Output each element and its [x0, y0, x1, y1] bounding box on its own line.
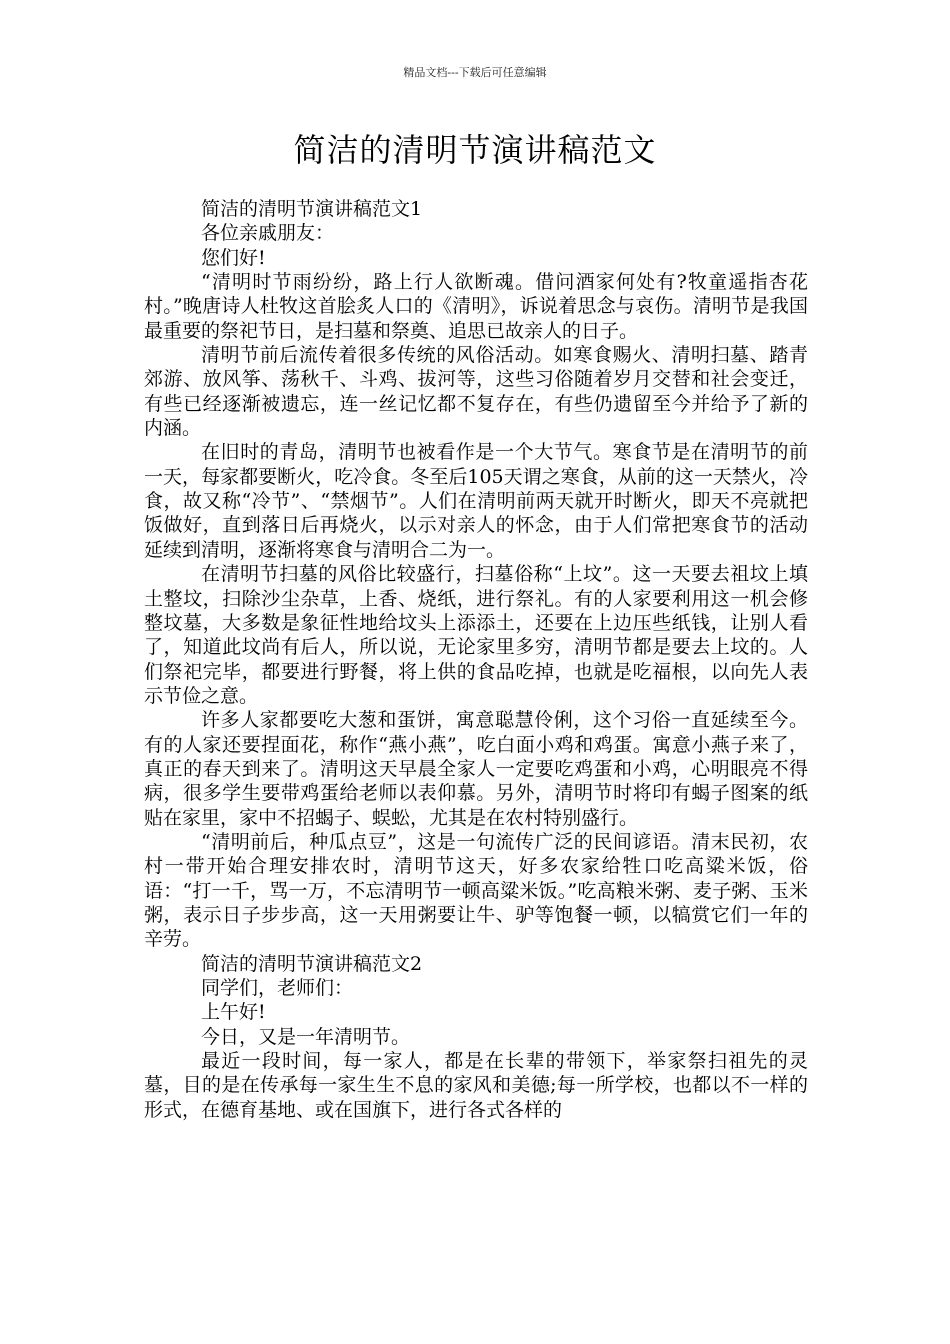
paragraph: 清明节前后流传着很多传统的风俗活动。如寒食赐火、清明扫墓、踏青郊游、放风筝、荡秋千、斗鸡、拔河等，这些习俗随着岁月交替和社会变迁，有些已经逐渐被遗忘，连一丝记忆都不复存在，有些仍遗留至今并给予了新的内涵。	[144, 344, 808, 440]
paragraph: “清明前后，种瓜点豆”，这是一句流传广泛的民间谚语。清末民初，农村一带开始合理安排农时，清明节这天，好多农家给牲口吃高粱米饭，俗语：“打一千，骂一万，不忘清明节一顿高粱米饭。”吃高粮米粥、麦子粥、玉米粥，表示日子步步高，这一天用粥要让牛、驴等饱餐一顿，以犒赏它们一年的辛劳。	[144, 830, 808, 951]
paragraph: 在旧时的青岛，清明节也被看作是一个大节气。寒食节是在清明节的前一天，每家都要断火，吃冷食。冬至后105天谓之寒食，从前的这一天禁火，冷食，故又称“冷节”、“禁烟节”。人们在清明前两天就开时断火，即天不亮就把饭做好，直到落日后再烧火，以示对亲人的怀念，由于人们常把寒食节的活动延续到清明，逐渐将寒食与清明合二为一。	[144, 441, 808, 561]
salutation: 各位亲戚朋友：	[201, 222, 335, 245]
paragraph: 最近一段时间，每一家人，都是在长辈的带领下，举家祭扫祖先的灵墓，目的是在传承每一家生生不息的家风和美德;每一所学校，也都以不一样的形式，在德育基地、或在国旗下，进行各式各样的	[144, 1050, 808, 1121]
page-header: 精品文档---下载后可任意编辑	[403, 66, 547, 79]
document-body	[144, 197, 808, 1122]
paragraph: 今日，又是一年清明节。	[201, 1025, 411, 1048]
salutation: 同学们，老师们：	[201, 977, 354, 999]
section-heading-2: 简洁的清明节演讲稿范文2	[201, 952, 423, 975]
paragraph: “清明时节雨纷纷，路上行人欲断魂。借问酒家何处有?牧童遥指杏花村。”晚唐诗人杜牧这首脍炙人口的《清明》，诉说着思念与哀伤。清明节是我国最重要的祭祀节日，是扫墓和祭奠、追思已故亲人的日子。	[144, 271, 808, 342]
section-heading-1: 简洁的清明节演讲稿范文1	[201, 198, 423, 220]
paragraph: 在清明节扫墓的风俗比较盛行，扫墓俗称“上坟”。这一天要去祖坟上填土整坟，扫除沙尘杂草，上香、烧纸，进行祭礼。有的人家要利用这一机会修整坟墓，大多数是象征性地给坟头上添添土，还要在上边压些纸钱，让别人看了，知道此坟尚有后人，所以说，无论家里多穷，清明节都是要去上坟的。人们祭祀完毕，都要进行野餐，将上供的食品吃掉，也就是吃福根，以向先人表示节俭之意。	[144, 563, 808, 707]
document-title: 简洁的清明节演讲稿范文	[293, 131, 657, 169]
paragraph: 许多人家都要吃大葱和蛋饼，寓意聪慧伶俐，这个习俗一直延续至今。有的人家还要捏面花，称作“燕小燕”，吃白面小鸡和鸡蛋。寓意小燕子来了，真正的春天到来了。清明这天早晨全家人一定要吃鸡蛋和小鸡，心明眼亮不得病，很多学生要带鸡蛋给老师以表仰慕。另外，清明节时将印有蝎子图案的纸贴在家里，家中不招蝎子、蜈蚣，尤其是在农村特别盛行。	[144, 709, 808, 829]
greeting: 您们好!	[201, 246, 266, 269]
greeting: 上午好!	[201, 1001, 266, 1024]
